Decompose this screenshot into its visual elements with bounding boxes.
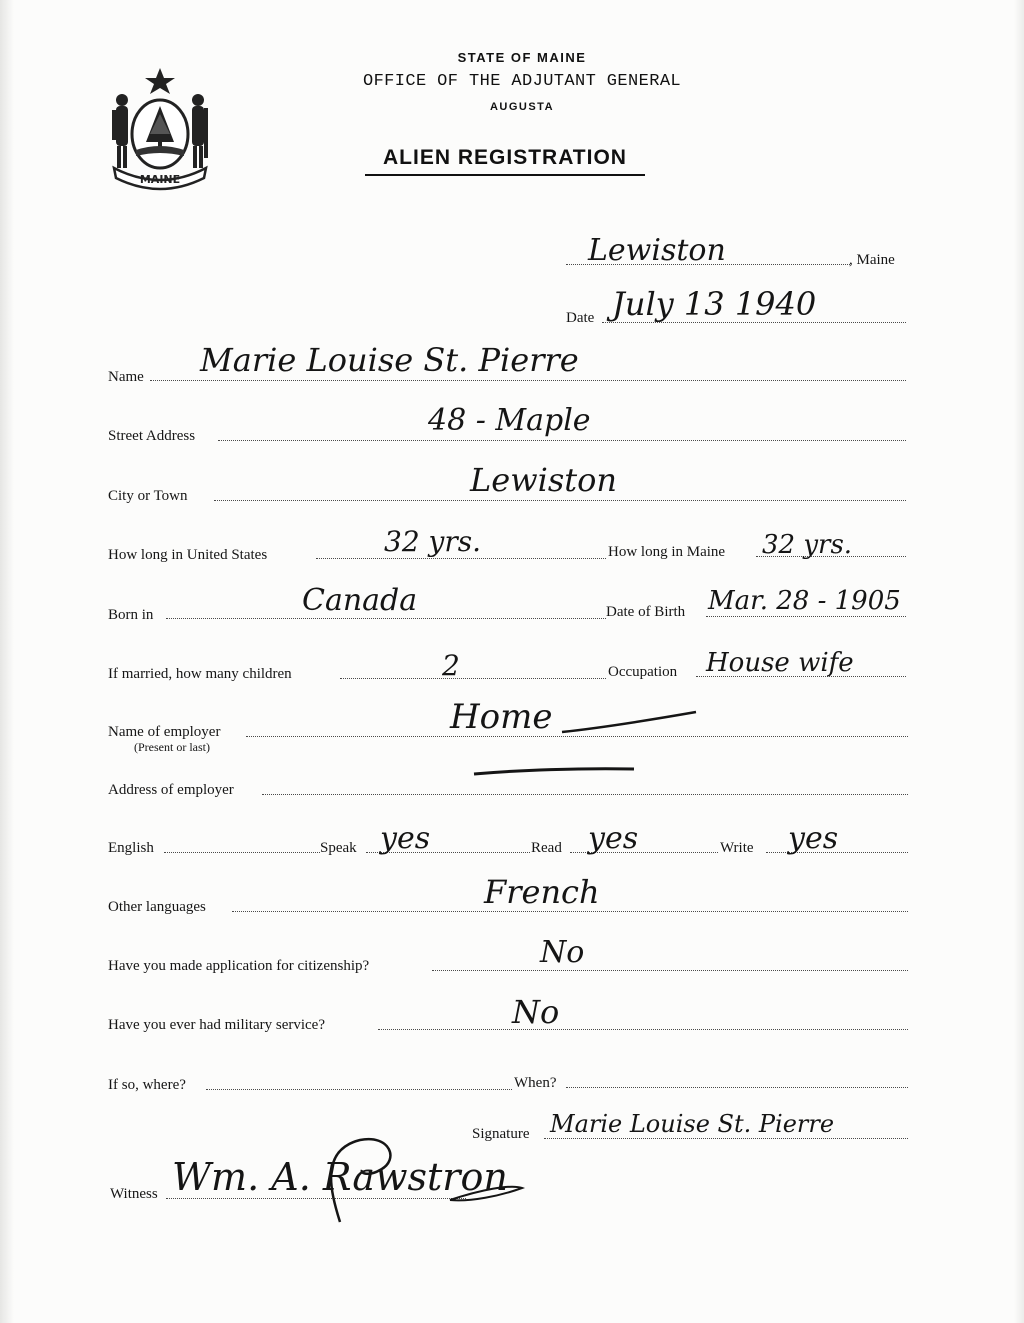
born-value[interactable]: Canada xyxy=(302,583,418,618)
date-label: Date xyxy=(566,310,595,326)
maine-value[interactable]: 32 yrs. xyxy=(762,530,853,560)
born-label: Born in xyxy=(108,607,154,623)
speak-label: Speak xyxy=(320,840,357,856)
us-label: How long in United States xyxy=(108,547,268,563)
other-languages-line xyxy=(232,911,908,912)
witness-flourish xyxy=(300,1130,530,1230)
military-label: Have you ever had military service? xyxy=(108,1017,325,1033)
employer-flourish xyxy=(560,706,700,736)
name-line xyxy=(150,380,906,381)
employer-sublabel: (Present or last) xyxy=(134,740,210,754)
dob-value[interactable]: Mar. 28 - 1905 xyxy=(708,586,901,616)
city-line xyxy=(214,500,906,501)
other-languages-value[interactable]: French xyxy=(484,873,600,911)
date-value[interactable]: July 13 1940 xyxy=(612,285,817,323)
us-value[interactable]: 32 yrs. xyxy=(384,525,482,558)
occupation-label: Occupation xyxy=(608,664,678,680)
military-value[interactable]: No xyxy=(512,993,560,1031)
speak-value[interactable]: yes xyxy=(380,821,431,856)
us-line xyxy=(316,558,606,559)
citizenship-value[interactable]: No xyxy=(540,935,585,970)
occupation-value[interactable]: House wife xyxy=(706,648,854,678)
dob-line xyxy=(706,616,906,617)
city-heading: AUGUSTA xyxy=(489,101,555,113)
write-value[interactable]: yes xyxy=(788,821,839,856)
read-label: Read xyxy=(531,840,562,856)
born-line xyxy=(166,618,606,619)
street-value[interactable]: 48 - Maple xyxy=(428,403,591,438)
signature-label: Signature xyxy=(472,1126,530,1142)
street-line xyxy=(218,440,906,441)
citizenship-label: Have you made application for citizenship? xyxy=(108,958,370,974)
dob-label: Date of Birth xyxy=(606,604,686,620)
city-label: City or Town xyxy=(108,488,188,504)
seal-text: MAINE xyxy=(139,173,181,186)
citizenship-line xyxy=(432,970,908,971)
form-title: ALIEN REGISTRATION xyxy=(365,146,645,176)
employer-line xyxy=(246,736,908,737)
employer-label: Name of employer xyxy=(108,724,221,740)
children-value[interactable]: 2 xyxy=(442,649,460,682)
maine-label: How long in Maine xyxy=(608,544,726,560)
children-label: If married, how many children xyxy=(108,666,292,682)
write-label: Write xyxy=(720,840,754,856)
witness-value[interactable]: Wm. A. Rawstron xyxy=(172,1155,508,1199)
where-label: If so, where? xyxy=(108,1077,186,1093)
state-heading: STATE OF MAINE xyxy=(457,50,587,65)
english-label: English xyxy=(108,840,154,856)
city-value[interactable]: Lewiston xyxy=(470,461,617,499)
name-value[interactable]: Marie Louise St. Pierre xyxy=(200,341,579,379)
english-line xyxy=(164,852,320,853)
street-label: Street Address xyxy=(108,428,196,444)
office-heading: OFFICE OF THE ADJUTANT GENERAL xyxy=(362,72,682,91)
employer-value[interactable]: Home xyxy=(450,697,553,737)
employer-address-label: Address of employer xyxy=(108,782,234,798)
employer-address-dash xyxy=(470,760,640,780)
name-label: Name xyxy=(108,369,144,385)
town-suffix: , Maine xyxy=(849,252,895,268)
children-line xyxy=(340,678,606,679)
military-line xyxy=(378,1029,908,1030)
employer-address-line xyxy=(262,794,908,795)
signature-line xyxy=(544,1138,908,1139)
when-line xyxy=(566,1087,908,1088)
when-label: When? xyxy=(514,1075,557,1091)
where-line xyxy=(206,1089,512,1090)
signature-value[interactable]: Marie Louise St. Pierre xyxy=(550,1110,835,1138)
town-value[interactable]: Lewiston xyxy=(588,233,726,268)
other-languages-label: Other languages xyxy=(108,899,206,915)
read-value[interactable]: yes xyxy=(588,821,639,856)
witness-label: Witness xyxy=(110,1186,158,1202)
